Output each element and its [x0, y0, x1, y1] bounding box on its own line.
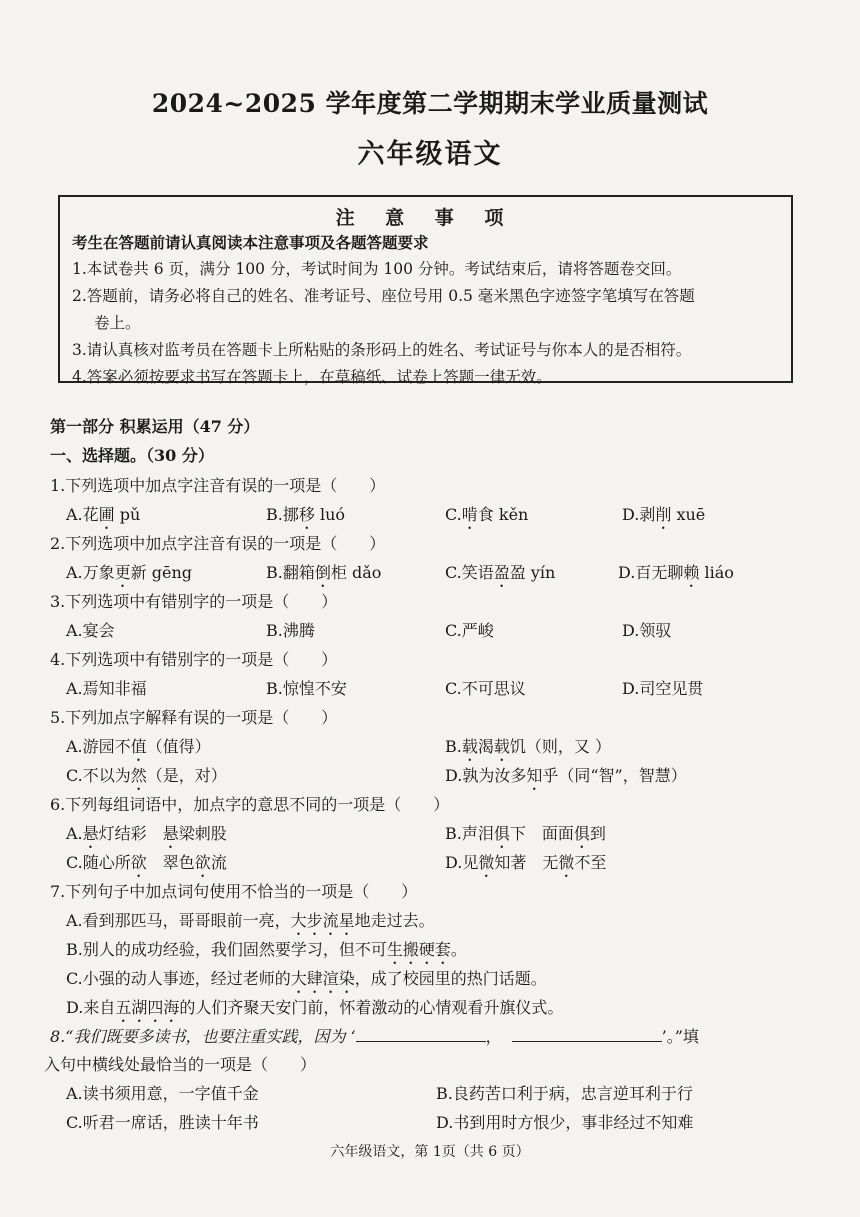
- q1-c-text: C.: [445, 505, 462, 524]
- q1-c-pinyin: 食 kěn: [477, 505, 529, 524]
- notice-box: [58, 195, 793, 386]
- q6-option-b: [445, 821, 606, 852]
- q5-option-d: [445, 763, 687, 794]
- q1-a-text: A.花: [66, 505, 99, 524]
- q2-option-a: [66, 560, 192, 591]
- q8-blank-2: [512, 1027, 662, 1042]
- q1-d-text: D.剥: [622, 505, 656, 524]
- q6-a-dotted-1: 悬: [82, 824, 99, 843]
- q1-option-c: [445, 502, 528, 533]
- q5-a-gloss: （值得）: [146, 737, 211, 756]
- q6-d-mid: 知著 无: [494, 853, 559, 872]
- q7-option-d: [66, 995, 563, 1026]
- q2-c-dotted: 盈: [493, 563, 510, 582]
- q6-c-mid: 翠色: [146, 853, 195, 872]
- q8-blank-1: [356, 1027, 486, 1042]
- q2-b-rest: 柜 dǎo: [330, 563, 382, 582]
- q1-a-dotted: 圃: [98, 505, 115, 524]
- q1-b-dotted: 移: [298, 505, 315, 524]
- q6-d-end: 不至: [574, 853, 607, 872]
- q2-a-text: A.万象: [66, 563, 115, 582]
- q2-b-text: B.翻箱: [266, 563, 315, 582]
- q2-c-text: C.笑语: [445, 563, 494, 582]
- q6-c-dotted-2: 欲: [194, 853, 211, 872]
- q5-b-text: B.: [445, 737, 462, 756]
- q7-a-text: A.看到那匹马，哥哥眼前一亮，: [66, 911, 291, 930]
- q1-a-pinyin: pǔ: [114, 505, 141, 524]
- q7-b-dotted: 生搬硬套: [386, 940, 451, 959]
- q1-d-pinyin: xuē: [671, 505, 706, 524]
- q6-a-end: 梁刺股: [178, 824, 227, 843]
- q7-a-end: 地走过去。: [354, 911, 435, 930]
- q5-d-gloss: 乎（同“智”，智慧）: [542, 766, 687, 785]
- q5-option-b: [445, 734, 611, 765]
- q4-option-b: B.惊惶不安: [266, 679, 347, 698]
- q8-stem-mid: ，: [485, 1027, 502, 1046]
- q6-b-mid: 下 面面: [509, 824, 574, 843]
- q2-option-d: [618, 560, 734, 591]
- q7-b-end: 。: [450, 940, 467, 959]
- q6-a-text: A.: [66, 824, 83, 843]
- exam-subject: 六年级语文: [357, 139, 503, 170]
- q5-b-dotted-1: 载: [461, 737, 478, 756]
- q5-b-gloss: 饥（则，又 ）: [509, 737, 611, 756]
- q6-c-text: C.随心所: [66, 853, 131, 872]
- q6-b-dotted-2: 俱: [573, 824, 590, 843]
- q1-d-dotted: 削: [655, 505, 672, 524]
- q8-option-d: D.书到用时方恨少，事非经过不知难: [436, 1113, 694, 1132]
- q1-option-b: [266, 502, 345, 533]
- q2-c-rest: 盈 yín: [509, 563, 556, 582]
- q1-option-a: [66, 502, 140, 533]
- q6-option-d: [445, 850, 606, 881]
- q5-b-mid: 渴: [477, 737, 494, 756]
- q2-d-pinyin: liáo: [699, 563, 734, 582]
- q2-d-dotted: 赖: [683, 563, 700, 582]
- q1-c-dotted: 啃: [461, 505, 478, 524]
- q6-option-a: [66, 821, 227, 852]
- question-8-stem: [50, 1024, 699, 1047]
- q6-d-dotted-2: 微: [558, 853, 575, 872]
- question-5-stem: 5.下列加点字解释有误的一项是（ ）: [50, 708, 338, 727]
- q8-option-b: B.良药苦口利于病，忠言逆耳利于行: [436, 1084, 693, 1103]
- exam-title: 2024~2025 学年度第二学期期末学业质量测试: [151, 89, 709, 118]
- notice-title: 注 意 事 项: [335, 207, 516, 229]
- q5-a-dotted: 值: [130, 737, 147, 756]
- q2-d-text: D.百无聊: [618, 563, 684, 582]
- q8-stem-start: 8.“我们既要多读书，也要注重实践，因为 ‘: [50, 1027, 356, 1046]
- q6-d-text: D.见: [445, 853, 479, 872]
- q6-b-end: 到: [589, 824, 606, 843]
- notice-item-2: 2.答题前，请务必将自己的姓名、准考证号、座位号用 0.5 毫米黑色字迹签字笔填写在答题: [72, 287, 695, 305]
- q6-a-dotted-2: 悬: [162, 824, 179, 843]
- q2-option-b: [266, 560, 381, 591]
- q5-c-dotted: 然: [130, 766, 147, 785]
- q6-a-mid: 灯结彩: [98, 824, 163, 843]
- q6-c-end: 流: [210, 853, 227, 872]
- part-heading: 第一部分 积累运用（47 分）: [50, 417, 260, 436]
- notice-item-3: 3.请认真核对监考员在答题卡上所粘贴的条形码上的姓名、考试证号与你本人的是否相符。: [72, 341, 692, 359]
- q5-d-text: D.孰为汝多: [445, 766, 527, 785]
- q6-b-dotted-1: 俱: [493, 824, 510, 843]
- q8-option-a: A.读书须用意，一字值千金: [66, 1084, 259, 1103]
- q2-b-dotted: 倒: [314, 563, 331, 582]
- q1-b-text: B.挪: [266, 505, 299, 524]
- q5-c-gloss: （是，对）: [146, 766, 227, 785]
- q5-option-c: [66, 763, 227, 794]
- notice-item-2-continuation: 卷上。: [94, 314, 141, 332]
- q7-d-dotted: 五湖四海: [115, 998, 180, 1017]
- q7-option-b: [66, 937, 467, 968]
- q6-c-dotted-1: 欲: [130, 853, 147, 872]
- q8-option-c: C.听君一席话，胜读十年书: [66, 1113, 259, 1132]
- q3-option-b: B.沸腾: [266, 621, 315, 640]
- q7-a-dotted: 大步流星: [290, 911, 355, 930]
- question-1-stem: 1.下列选项中加点字注音有误的一项是（ ）: [50, 476, 386, 495]
- q3-option-a: A.宴会: [66, 621, 115, 640]
- q6-d-dotted-1: 微: [478, 853, 495, 872]
- q3-option-d: D.领驭: [622, 621, 672, 640]
- q8-stem-end: ’。”填: [661, 1027, 699, 1046]
- q4-option-d: D.司空见贯: [622, 679, 704, 698]
- notice-subtitle: 考生在答题前请认真阅读本注意事项及各题答题要求: [72, 233, 429, 252]
- q7-c-dotted: 大肆渲染: [290, 969, 355, 988]
- question-4-stem: 4.下列选项中有错别字的一项是（ ）: [50, 650, 338, 669]
- question-6-stem: 6.下列每组词语中，加点字的意思不同的一项是（ ）: [50, 795, 450, 814]
- question-3-stem: 3.下列选项中有错别字的一项是（ ）: [50, 592, 338, 611]
- q7-c-text: C.小强的动人事迹，经过老师的: [66, 969, 291, 988]
- notice-item-4: 4.答案必须按要求书写在答题卡上，在草稿纸、试卷上答题一律无效。: [72, 368, 552, 386]
- q2-a-rest: 新 gēng: [130, 563, 193, 582]
- q7-b-text: B.别人的成功经验，我们固然要学习，但不可: [66, 940, 387, 959]
- q5-b-dotted-2: 载: [493, 737, 510, 756]
- q2-option-c: [445, 560, 555, 591]
- q7-c-end: ，成了校园里的热门话题。: [354, 969, 547, 988]
- q1-option-d: [622, 502, 705, 533]
- q5-option-a: [66, 734, 211, 765]
- question-2-stem: 2.下列选项中加点字注音有误的一项是（ ）: [50, 534, 386, 553]
- notice-item-1: 1.本试卷共 6 页，满分 100 分，考试时间为 100 分钟。考试结束后，请将答题卷交回。: [72, 260, 682, 278]
- q5-c-text: C.不以为: [66, 766, 131, 785]
- q7-option-a: [66, 908, 435, 939]
- question-8-stem-line2: 入句中横线处最恰当的一项是（ ）: [44, 1055, 317, 1074]
- page-footer: 六年级语文，第 1页（共 6 页）: [330, 1144, 530, 1160]
- q6-b-text: B.声泪: [445, 824, 494, 843]
- q4-option-c: C.不可思议: [445, 679, 526, 698]
- notice-item-2-cont: [72, 310, 779, 337]
- q5-d-dotted: 知: [526, 766, 543, 785]
- q7-d-text: D.来自: [66, 998, 116, 1017]
- section-heading: 一、选择题。（30 分）: [50, 446, 214, 465]
- q5-a-text: A.游园不: [66, 737, 131, 756]
- q3-option-c: C.严峻: [445, 621, 494, 640]
- q6-option-c: [66, 850, 227, 881]
- q2-a-dotted: 更: [114, 563, 131, 582]
- q1-b-pinyin: luó: [314, 505, 346, 524]
- question-7-stem: 7.下列句子中加点词句使用不恰当的一项是（ ）: [50, 882, 418, 901]
- q4-option-a: A.焉知非福: [66, 679, 147, 698]
- q7-option-c: [66, 966, 547, 997]
- q7-d-end: 的人们齐聚天安门前，怀着激动的心情观看升旗仪式。: [179, 998, 564, 1017]
